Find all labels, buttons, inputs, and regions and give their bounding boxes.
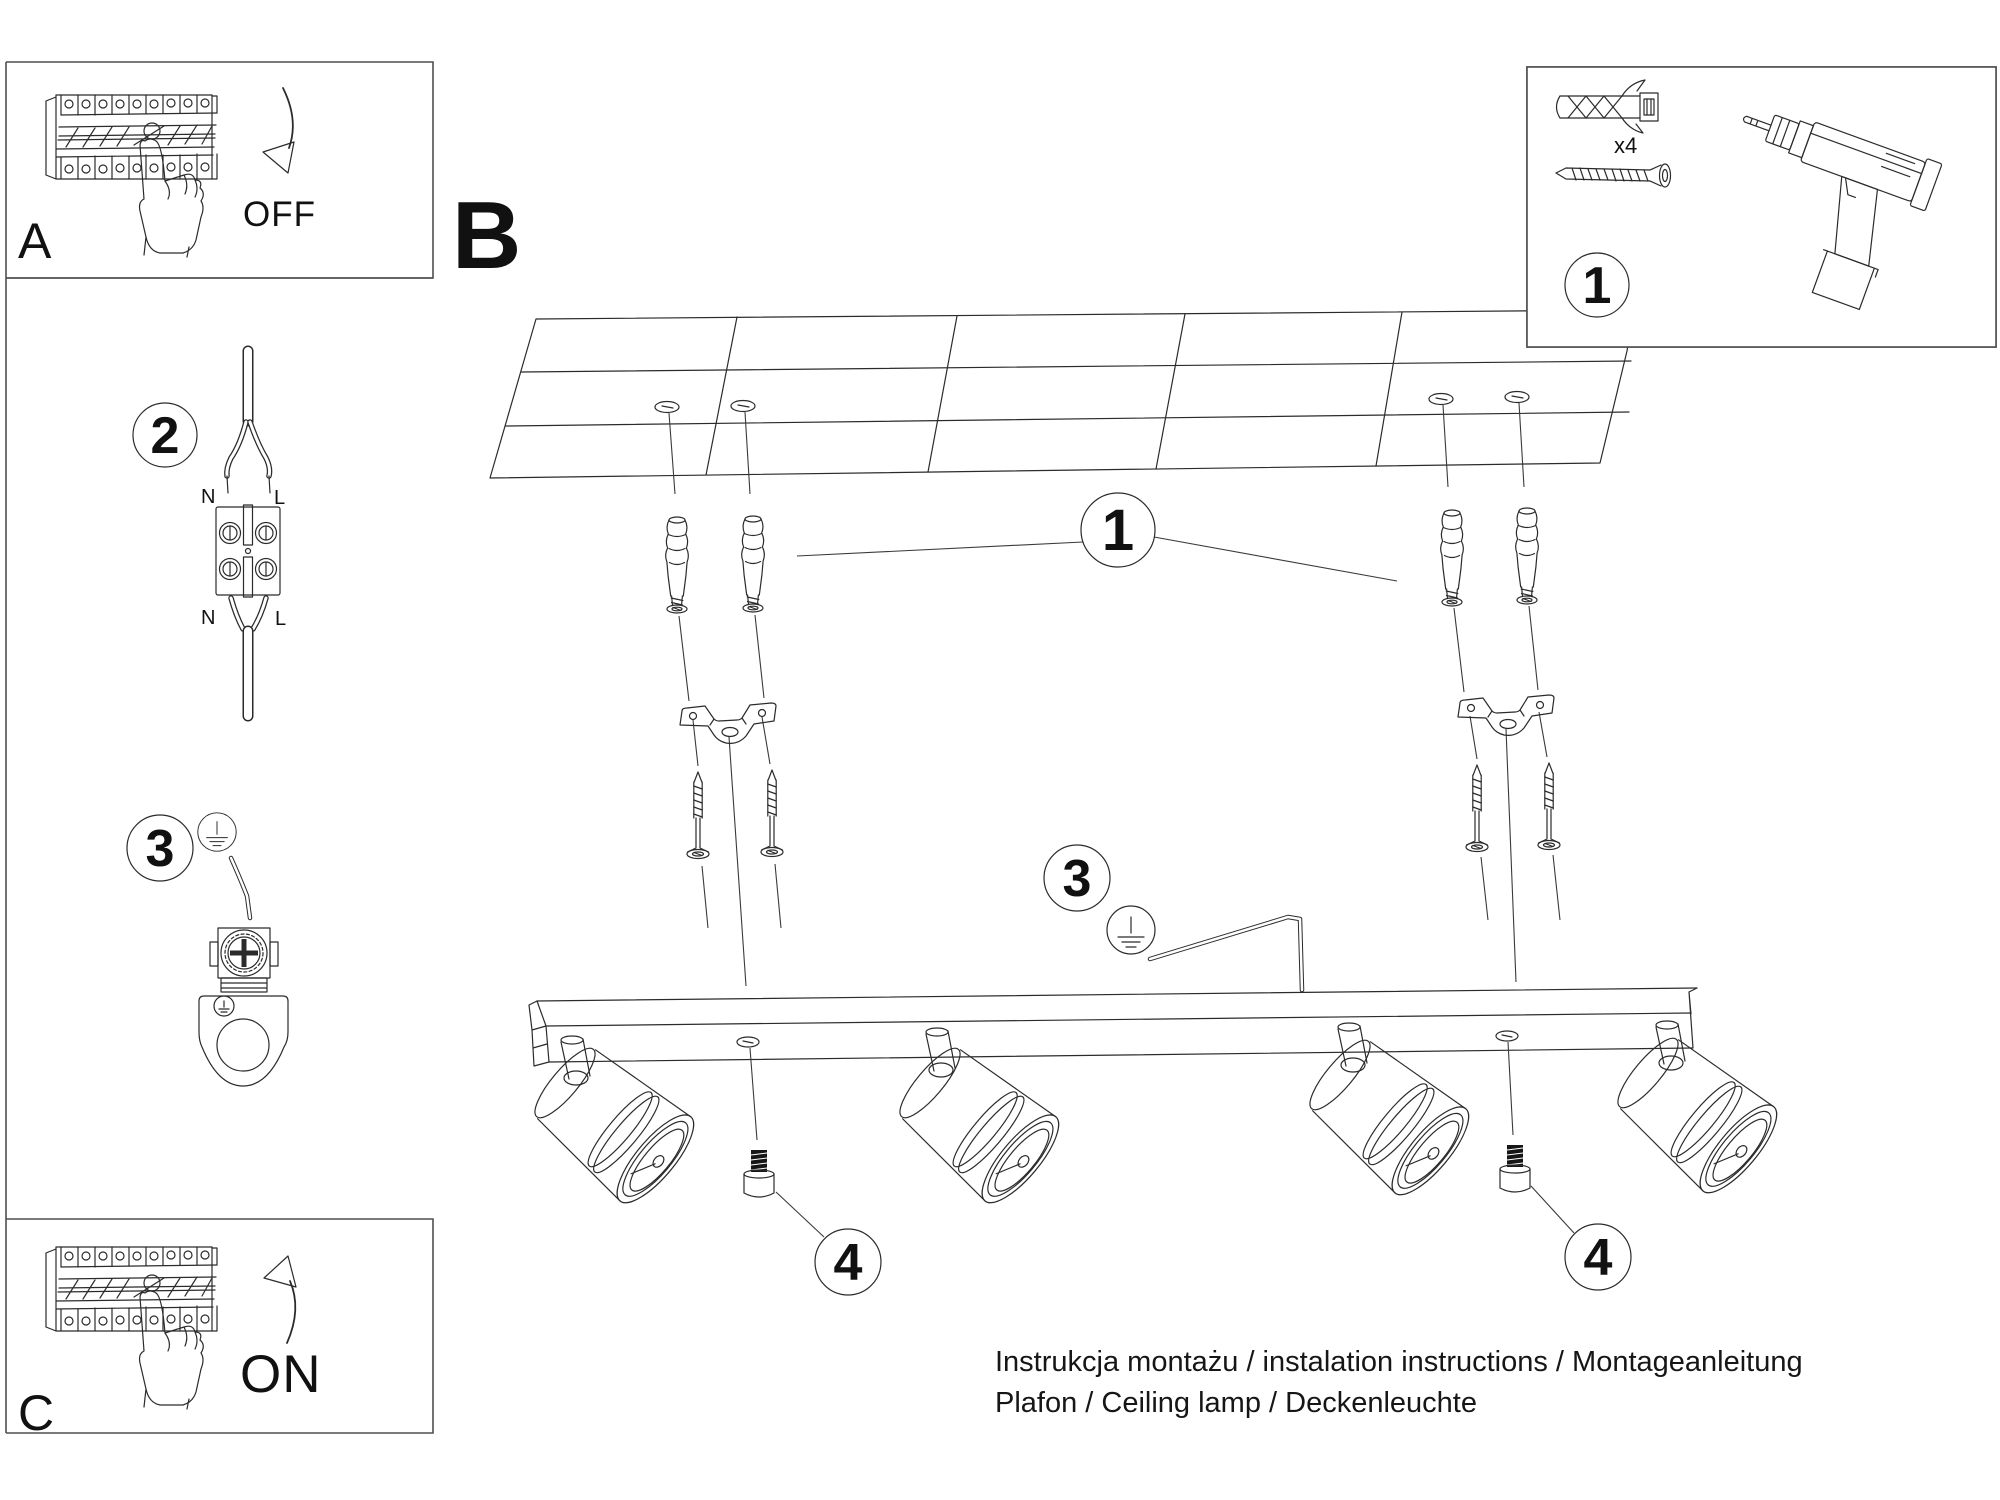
wall-plug-vertical-icon (742, 516, 765, 612)
step1-callout (797, 493, 1397, 581)
step1-number: 1 (1101, 498, 1135, 563)
spotlight-head-icon (885, 1033, 1071, 1214)
wall-plug-vertical-icon (1516, 508, 1539, 604)
label-neutral-bottom: N (201, 607, 216, 629)
step3-grounding (127, 813, 288, 1086)
ceiling-hole-icon (1505, 392, 1529, 403)
step4-setscrews (744, 1042, 1631, 1295)
step3-main-number: 3 (1062, 850, 1092, 908)
step2-wiring (133, 351, 286, 716)
ceiling-hole-icon (731, 401, 755, 412)
breaker-panel-icon (46, 95, 217, 257)
arrow-up-icon (264, 1256, 296, 1343)
tools-box (1527, 67, 1996, 347)
earth-symbol-icon (198, 813, 236, 851)
label-live-bottom: L (275, 608, 287, 630)
lamp-cable-icon (231, 598, 266, 716)
ceiling-hole-icon (1429, 394, 1453, 405)
panel-c-state: ON (240, 1345, 322, 1404)
footer-line1: Instrukcja montażu / instalation instructions / Montageanleitung (995, 1346, 1803, 1378)
wall-plug-vertical-icon (1441, 510, 1464, 606)
ceiling-hole-icon (655, 402, 679, 413)
label-neutral-top: N (201, 486, 216, 508)
set-screw-icon (1500, 1145, 1530, 1192)
tools-step-number: 1 (1582, 257, 1612, 315)
spotlight-head-icon (1603, 1023, 1789, 1204)
footer-line2: Plafon / Ceiling lamp / Deckenleuchte (995, 1387, 1477, 1419)
earth-symbol-icon (1107, 906, 1155, 954)
terminal-block-icon (216, 505, 280, 597)
screw-vertical-icon (761, 770, 783, 857)
panel-a-letter: A (18, 213, 52, 269)
mounting-brackets (680, 695, 1554, 743)
lamp-bar (529, 988, 1697, 1066)
step3-number: 3 (145, 820, 175, 878)
panel-a-power-off (18, 88, 316, 269)
screw-vertical-icon (1466, 765, 1488, 852)
terminal-screws (220, 523, 277, 580)
anchor-leaders (669, 403, 1560, 986)
ground-terminal-icon (199, 928, 288, 1086)
dowel-qty-label: x4 (1614, 133, 1638, 158)
spotlight-head-icon (520, 1033, 706, 1214)
panel-c-letter: C (18, 1385, 55, 1441)
mounting-screws (687, 763, 1560, 859)
set-screw-icon (744, 1150, 774, 1197)
ground-wire-main (1150, 917, 1302, 990)
step2-number: 2 (150, 407, 180, 465)
bar-hole-icon (737, 1031, 1518, 1047)
spotlights (520, 1021, 1789, 1213)
footer-text (995, 1346, 1803, 1419)
ceiling-panel (490, 310, 1634, 478)
spot-neck-icon (1656, 1021, 1685, 1070)
panel-a-state: OFF (243, 195, 316, 234)
screw-vertical-icon (687, 772, 709, 859)
main-view-letter: B (452, 182, 522, 289)
step4-number: 4 (833, 1234, 863, 1292)
spot-neck-icon (926, 1028, 955, 1077)
panel-c-power-on (18, 1247, 322, 1441)
breaker-panel-icon (46, 1247, 217, 1409)
wall-plug-vertical-icon (666, 517, 689, 613)
label-live-top: L (274, 487, 286, 509)
arrow-down-icon (263, 88, 294, 173)
step3-main-callout (1044, 845, 1302, 990)
mains-cable-icon (227, 351, 270, 493)
screw-vertical-icon (1538, 763, 1560, 850)
step4-number: 4 (1583, 1229, 1613, 1287)
